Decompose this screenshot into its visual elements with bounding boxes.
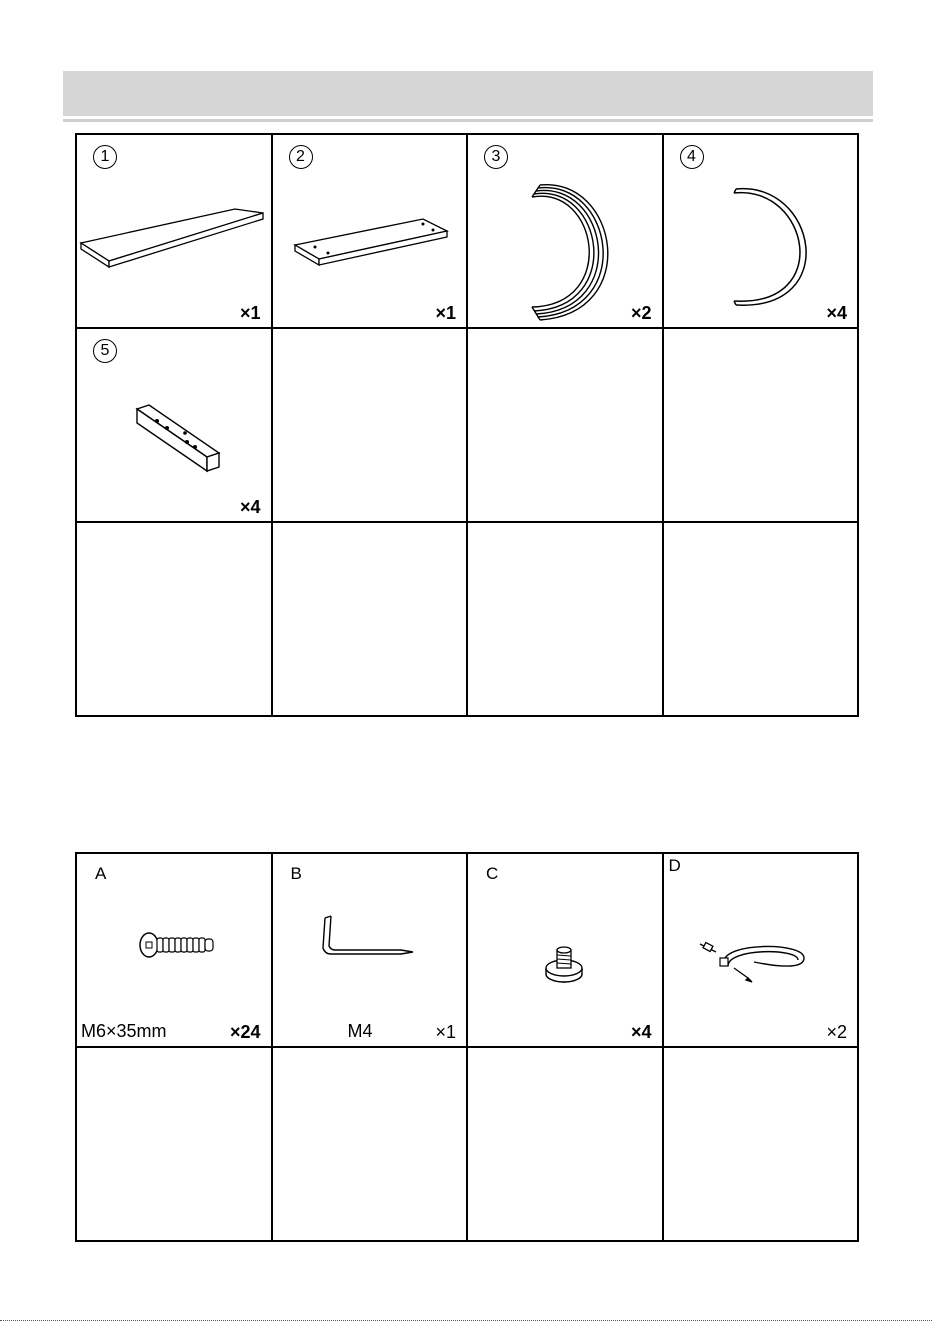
hardware-cell-a (77, 854, 273, 1048)
anti-tip-strap-icon (664, 854, 858, 1048)
header-bar (63, 71, 873, 116)
empty-cell (273, 523, 469, 717)
hardware-spec: M4 (347, 1021, 373, 1041)
empty-cell (664, 329, 860, 523)
empty-cell (664, 1048, 860, 1242)
part-number: 2 (289, 145, 313, 169)
empty-cell (664, 523, 860, 717)
part-number: 5 (93, 339, 117, 363)
long-board-icon (77, 135, 271, 329)
short-board-icon (273, 135, 467, 329)
footer-dotted-line (0, 1320, 932, 1322)
header-rule (63, 119, 873, 122)
curved-panel-stack-icon (468, 135, 662, 329)
hardware-quantity: ×4 (630, 1022, 652, 1042)
part-quantity: ×4 (239, 497, 261, 517)
hardware-quantity: ×2 (826, 1022, 847, 1042)
empty-cell (468, 1048, 664, 1242)
part-quantity: ×2 (630, 303, 652, 323)
empty-cell (273, 1048, 469, 1242)
hardware-spec: M6×35mm (81, 1021, 167, 1041)
empty-cell (77, 1048, 273, 1242)
hardware-cell-c (468, 854, 664, 1048)
curved-strip-icon (664, 135, 858, 329)
part-cell-2 (273, 135, 469, 329)
part-cell-3 (468, 135, 664, 329)
leveling-foot-icon (468, 854, 662, 1048)
empty-cell (77, 523, 273, 717)
square-post-icon (77, 329, 271, 523)
part-number: 1 (93, 145, 117, 169)
part-number: 4 (680, 145, 704, 169)
part-number: 3 (484, 145, 508, 169)
empty-cell (273, 329, 469, 523)
part-quantity: ×1 (239, 303, 261, 323)
part-quantity: ×4 (826, 303, 847, 323)
part-cell-4 (664, 135, 860, 329)
part-quantity: ×1 (435, 303, 456, 323)
hardware-quantity: ×1 (435, 1022, 456, 1042)
part-cell-1 (77, 135, 273, 329)
hardware-cell-b (273, 854, 469, 1048)
hardware-letter: C (486, 864, 499, 883)
hardware-cell-d (664, 854, 860, 1048)
hardware-letter: B (290, 864, 302, 883)
empty-cell (468, 329, 664, 523)
part-cell-5 (77, 329, 273, 523)
hardware-letter: A (95, 864, 107, 883)
hardware-quantity: ×24 (229, 1022, 261, 1042)
hardware-grid (75, 852, 859, 1242)
allen-key-icon (273, 854, 467, 1048)
bolt-icon (77, 854, 271, 1048)
parts-grid (75, 133, 859, 717)
empty-cell (468, 523, 664, 717)
hardware-letter: D (668, 856, 681, 875)
